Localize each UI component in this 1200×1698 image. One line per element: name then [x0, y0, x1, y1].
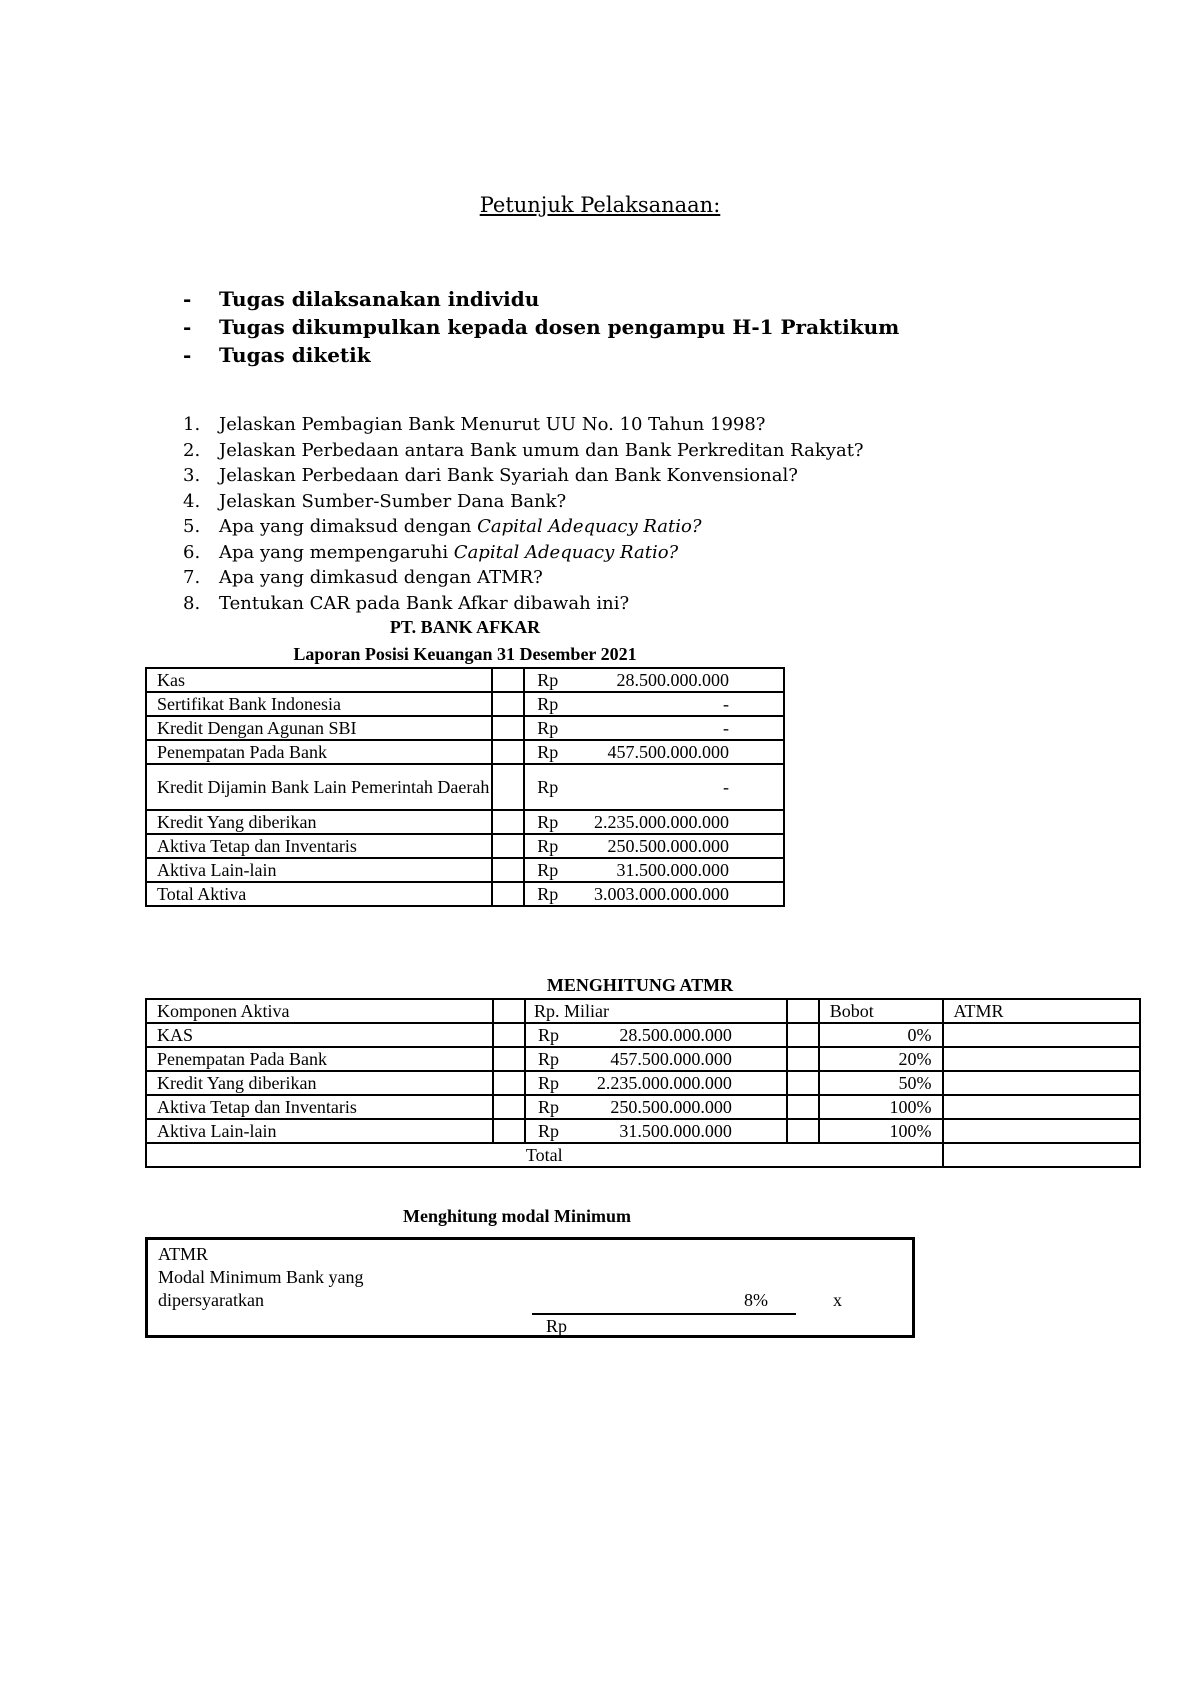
row-amount	[524, 810, 784, 834]
spacer-cell	[787, 1071, 819, 1095]
question-text: Jelaskan Sumber-Sumber Dana Bank?	[219, 490, 567, 512]
table-row	[146, 834, 784, 858]
table-row	[146, 764, 784, 810]
table-row	[146, 692, 784, 716]
row-label: Penempatan Pada Bank	[146, 1047, 493, 1071]
balance-sheet-table	[145, 667, 785, 907]
row-label: Kredit Yang diberikan	[146, 1071, 493, 1095]
table-row	[146, 1047, 1140, 1071]
instruction-item	[183, 285, 899, 313]
instruction-list	[183, 285, 899, 369]
question-text: Jelaskan Perbedaan dari Bank Syariah dan Bank Konvensional?	[219, 465, 798, 486]
atmr-value	[943, 1023, 1141, 1047]
currency: Rp	[537, 1024, 559, 1045]
question-item	[183, 591, 864, 617]
currency: Rp	[537, 883, 559, 904]
currency: Rp	[537, 1120, 559, 1141]
table-row	[146, 858, 784, 882]
weight-value: 20%	[819, 1047, 943, 1071]
spacer-cell	[492, 764, 524, 810]
amount-value: 2.235.000.000.000	[596, 1072, 732, 1093]
spacer-cell	[787, 1047, 819, 1071]
spacer-cell	[492, 668, 524, 692]
currency: Rp	[537, 1072, 559, 1093]
question-item	[183, 540, 864, 566]
question-number: 5.	[183, 516, 201, 537]
table-row	[146, 1023, 1140, 1047]
row-label: Aktiva Lain-lain	[146, 858, 492, 882]
row-label: Kredit Dijamin Bank Lain Pemerintah Daerah	[146, 764, 492, 810]
bank-name: PT. BANK AFKAR	[389, 617, 541, 637]
spacer-cell	[492, 882, 524, 906]
min-capital-label-cont: dipersyaratkan	[158, 1290, 264, 1310]
weight-value: 100%	[819, 1119, 943, 1143]
amount-value: 457.500.000.000	[607, 741, 729, 762]
question-item	[183, 514, 864, 540]
header-amount: Rp. Miliar	[525, 999, 787, 1023]
page-title: Petunjuk Pelaksanaan:	[479, 193, 721, 217]
row-amount	[524, 716, 784, 740]
question-text: Jelaskan Pembagian Bank Menurut UU No. 10 Tahun 1998?	[219, 414, 766, 435]
instruction-text: Tugas diketik	[219, 343, 371, 367]
amount-value: -	[723, 717, 729, 738]
row-amount	[524, 692, 784, 716]
currency: Rp	[537, 835, 559, 856]
row-amount	[525, 1071, 787, 1095]
question-italic: Capital Adequacy Ratio?	[453, 541, 679, 563]
underline-divider	[532, 1313, 796, 1315]
question-item	[183, 463, 864, 489]
table-row	[146, 668, 784, 692]
row-amount	[524, 834, 784, 858]
spacer-cell	[787, 1023, 819, 1047]
currency: Rp	[537, 811, 559, 832]
spacer-cell	[492, 716, 524, 740]
amount-value: 250.500.000.000	[610, 1096, 732, 1117]
instruction-text: Tugas dikumpulkan kepada dosen pengampu H-1 Praktikum	[219, 315, 900, 339]
question-italic: Capital Adequacy Ratio?	[477, 516, 702, 537]
currency: Rp	[537, 741, 559, 762]
spacer-cell	[492, 858, 524, 882]
amount-value: 2.235.000.000.000	[594, 811, 729, 832]
amount-value: 3.003.000.000.000	[594, 883, 729, 904]
spacer-cell	[787, 1119, 819, 1143]
header-component: Komponen Aktiva	[146, 999, 493, 1023]
row-amount	[524, 740, 784, 764]
modal-title: Menghitung modal Minimum	[403, 1206, 632, 1226]
table-row	[146, 1095, 1140, 1119]
header-atmr: ATMR	[943, 999, 1141, 1023]
amount-value: 28.500.000.000	[616, 669, 729, 690]
question-text: Jelaskan Perbedaan antara Bank umum dan Bank Perkreditan Rakyat?	[219, 439, 864, 461]
row-amount	[524, 858, 784, 882]
amount-value: -	[723, 693, 729, 714]
bullet-mark: -	[183, 315, 192, 339]
row-label: Aktiva Tetap dan Inventaris	[146, 834, 492, 858]
atmr-value	[943, 1047, 1141, 1071]
spacer-cell	[493, 1095, 525, 1119]
result-currency: Rp	[546, 1316, 568, 1336]
row-amount	[524, 882, 784, 906]
question-item	[183, 412, 864, 438]
row-label: KAS	[146, 1023, 493, 1047]
question-number: 6.	[183, 541, 201, 563]
amount-value: 250.500.000.000	[607, 835, 729, 856]
rate-value: 8%	[744, 1290, 768, 1310]
row-amount	[524, 764, 784, 810]
currency: Rp	[537, 1096, 559, 1117]
table-row	[146, 810, 784, 834]
weight-value: 50%	[819, 1071, 943, 1095]
atmr-label: ATMR	[158, 1244, 209, 1264]
question-item	[183, 565, 864, 591]
spacer-cell	[493, 1119, 525, 1143]
question-number: 4.	[183, 490, 201, 512]
amount-value: 28.500.000.000	[619, 1024, 732, 1045]
table-row	[146, 1071, 1140, 1095]
weight-value: 100%	[819, 1095, 943, 1119]
instruction-item	[183, 313, 899, 341]
question-item	[183, 438, 864, 464]
question-text: Apa yang dimaksud dengan	[219, 516, 478, 537]
header-weight: Bobot	[819, 999, 943, 1023]
currency: Rp	[537, 776, 559, 797]
table-row	[146, 740, 784, 764]
spacer-cell	[493, 1071, 525, 1095]
min-capital-label: Modal Minimum Bank yang	[158, 1267, 364, 1287]
row-label: Kas	[146, 668, 492, 692]
question-number: 2.	[183, 439, 201, 461]
currency: Rp	[537, 669, 559, 690]
currency: Rp	[537, 1048, 559, 1069]
question-number: 7.	[183, 567, 201, 588]
atmr-title: MENGHITUNG ATMR	[546, 975, 734, 995]
total-atmr-value	[943, 1143, 1141, 1167]
atmr-value	[943, 1095, 1141, 1119]
weight-value: 0%	[819, 1023, 943, 1047]
row-amount	[525, 1047, 787, 1071]
question-item	[183, 489, 864, 515]
question-text: Apa yang dimkasud dengan ATMR?	[219, 567, 543, 588]
question-number: 1.	[183, 414, 201, 435]
bullet-mark: -	[183, 343, 192, 367]
row-label: Kredit Yang diberikan	[146, 810, 492, 834]
row-label: Total Aktiva	[146, 882, 492, 906]
bullet-mark: -	[183, 287, 192, 311]
row-amount	[525, 1119, 787, 1143]
instruction-text: Tugas dilaksanakan individu	[219, 287, 540, 311]
report-title: Laporan Posisi Keuangan 31 Desember 2021	[293, 644, 637, 664]
amount-value: 457.500.000.000	[610, 1048, 732, 1069]
spacer-cell	[492, 834, 524, 858]
row-label: Kredit Dengan Agunan SBI	[146, 716, 492, 740]
amount-value: 31.500.000.000	[619, 1120, 732, 1141]
spacer-cell	[492, 692, 524, 716]
table-row	[146, 882, 784, 906]
row-label: Sertifikat Bank Indonesia	[146, 692, 492, 716]
instruction-item	[183, 341, 899, 369]
question-list	[183, 412, 864, 616]
modal-minimum-box	[145, 1237, 915, 1338]
total-label: Total	[146, 1143, 943, 1167]
table-row	[146, 716, 784, 740]
spacer-cell	[492, 810, 524, 834]
question-number: 8.	[183, 592, 201, 614]
row-label: Aktiva Lain-lain	[146, 1119, 493, 1143]
currency: Rp	[537, 693, 559, 714]
question-text: Tentukan CAR pada Bank Afkar dibawah ini?	[219, 592, 630, 614]
total-row	[146, 1143, 1140, 1167]
spacer-cell	[787, 1095, 819, 1119]
amount-value: 31.500.000.000	[616, 859, 729, 880]
question-number: 3.	[183, 465, 201, 486]
spacer-cell	[787, 999, 819, 1023]
spacer-cell	[493, 1047, 525, 1071]
row-amount	[524, 668, 784, 692]
question-text: Apa yang mempengaruhi	[219, 541, 454, 563]
row-label: Aktiva Tetap dan Inventaris	[146, 1095, 493, 1119]
row-amount	[525, 1023, 787, 1047]
currency: Rp	[537, 717, 559, 738]
atmr-table	[145, 998, 1141, 1168]
table-header-row	[146, 999, 1140, 1023]
table-row	[146, 1119, 1140, 1143]
spacer-cell	[493, 1023, 525, 1047]
spacer-cell	[492, 740, 524, 764]
row-label: Penempatan Pada Bank	[146, 740, 492, 764]
amount-value: -	[723, 776, 729, 797]
atmr-value	[943, 1071, 1141, 1095]
row-amount	[525, 1095, 787, 1119]
currency: Rp	[537, 859, 559, 880]
atmr-value	[943, 1119, 1141, 1143]
spacer-cell	[493, 999, 525, 1023]
multiply-sign: x	[833, 1290, 842, 1310]
